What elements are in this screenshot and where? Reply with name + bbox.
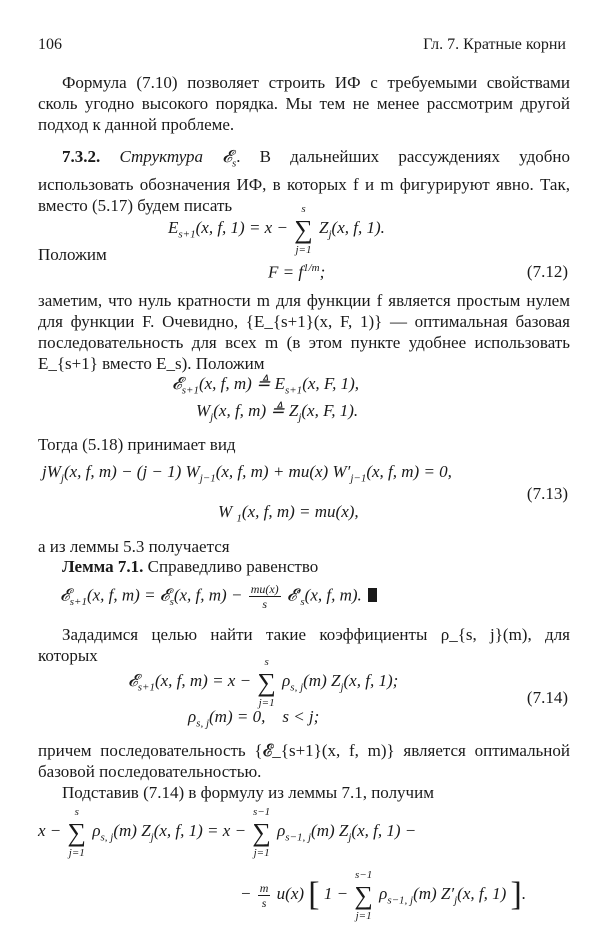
lemma-text: Справедливо равенство: [147, 557, 319, 576]
formula-script-E: 𝓔$_{s+1}$(x, f, m) ≜ $E_{s+1}(x$, F, 1),: [172, 374, 359, 397]
paragraph-5: Тогда (5.18) принимает вид: [38, 435, 236, 454]
formula-W1: W $_1$(x, f, m) = mu(x),: [218, 502, 359, 525]
lemma-statement: [38, 556, 570, 577]
paragraph-9: Подставив (7.14) в формулу из леммы 7.1, получим: [62, 783, 434, 802]
section-number: 7.3.2.: [62, 147, 101, 166]
paragraph-8: причем последовательность {𝓔_{s+1}(x, f, m)} является оптимальной базовой последовательностью.: [38, 741, 570, 781]
eq-number-7-13: (7.13): [526, 484, 568, 503]
paragraph-4: заметим, что нуль кратности m для функции f является простым нулем для функции F. Очевидно, {E_{s+1}(x, F, 1)} — оптимальная базовая последовательность для всех m (в этом пункте удобнее использовать E_{s+1} вместо E_s). Положим: [38, 291, 570, 373]
section-paragraph: 7.3.2. Структура 𝓔$_s$. В дальнейших рассуждениях удобно использовать обозначения ИФ, в которых f и m фигурируют явно. Так, вместо (5.17) будем писать: [38, 147, 571, 216]
qed-mark: [368, 588, 377, 602]
section-text: В дальнейших рассуждениях удобно использовать обозначения ИФ, в которых f и m фигурируют явно. Так, вместо (5.17) будем писать: [38, 147, 571, 216]
section-title: Структура 𝓔: [119, 147, 232, 166]
formula-E-def: $E_{s+1}(x$, f, 1) = x − ∑ s j=1 $Z_j(x$, f, 1).: [168, 203, 385, 256]
formula-final-line2: − $\frac{m}{s}$ u(x) [ 1 − ∑ s−1 j=1 $\rho_{s-1, j}(m)$ $Z'_j(x$, f, 1) ].: [240, 869, 527, 922]
formula-final-line1: x − ∑ s j=1 $\rho_{s, j}(m)$ $Z_j(x$, f, 1) = x − ∑ s−1 j=1 $\rho_{s-1, j}(m)$ $Z_j(x$, f, 1) −: [38, 806, 417, 859]
paragraph-7: Зададимся целью найти такие коэффициенты ρ_{s, j}(m), для которых: [38, 625, 570, 665]
formula-recurrence: $jW_j(x$, f, m) − (j − 1) $W_{j-1}(x$, f, m) + mu(x) $W'_{j-1}(x$, f, m) = 0,: [42, 462, 452, 485]
page-number: 106: [38, 36, 62, 53]
eq-number-7-14: (7.14): [526, 688, 568, 707]
paragraph-polozhim: Положим: [38, 245, 107, 264]
formula-7-14-a: 𝓔$_{s+1}$(x, f, m) = x − ∑ s j=1 $\rho_{s, j}(m)$ $Z_j(x$, f, 1);: [128, 656, 399, 709]
paragraph-6: а из леммы 5.3 получается: [38, 537, 230, 556]
paragraph-1: Формула (7.10) позволяет строить ИФ с требуемыми свойствами сколь угодно высокого порядка. Мы тем не менее рассмотрим другой подход к данной проблеме.: [38, 73, 570, 134]
formula-7-14-b: $\rho_{s, j}(m) = 0$, s < j;: [188, 707, 320, 730]
formula-W: $W_j(x$, f, m) ≜ $Z_j(x$, F, 1).: [196, 401, 359, 424]
formula-lemma: 𝓔$_{s+1}$(x, f, m) = 𝓔$_s$(x, f, m) − $\frac{mu(x)}{s}$ $𝓔'_s(x$, f, m).: [60, 582, 377, 611]
formula-F: $F = f^{1/m}$;: [268, 262, 326, 282]
eq-number-7-12: (7.12): [526, 262, 568, 281]
running-head: Гл. 7. Кратные корни: [423, 36, 566, 53]
lemma-label: Лемма 7.1.: [62, 557, 144, 576]
